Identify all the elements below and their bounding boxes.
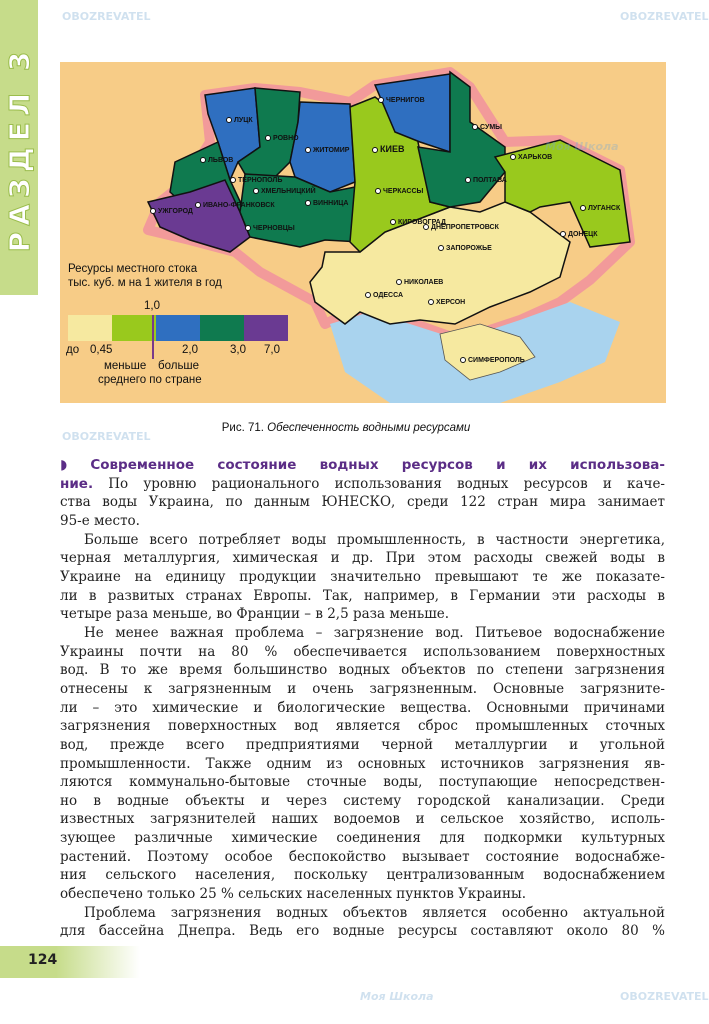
legend-tick: 2,0 [182, 344, 198, 356]
legend-average: среднего по стране [98, 374, 202, 386]
text-line: зующее различные химические соединения для подкормки культурных [60, 830, 665, 847]
text-line: Не менее важная проблема – загрязнение вод. Питьевое водоснабжение [84, 624, 665, 641]
city-label: СИМФЕРОПОЛЬ [460, 357, 525, 364]
caption-title: Обеспеченность водными ресурсами [267, 422, 471, 434]
watermark: OBOZREVATEL [620, 990, 709, 1003]
water-resources-map [60, 62, 666, 403]
text-fragment: По уровню рационального использования водных ресурсов и каче- [93, 475, 665, 492]
city-label: ЛУЦК [226, 117, 253, 124]
text-line: загрязнения поверхностных вод является сброс промышленных сточных [60, 718, 665, 735]
legend-swatch [112, 315, 156, 341]
city-label: ДНЕПРОПЕТРОВСК [423, 224, 499, 231]
legend-swatch [244, 315, 288, 341]
legend-tick: 3,0 [230, 344, 246, 356]
text-line: 95-е место. [60, 512, 140, 529]
text-line: Украине на единицу продукции значительно превышают те же показате- [60, 568, 665, 585]
watermark: OBOZREVATEL [62, 430, 151, 443]
city-label: ЛУГАНСК [580, 205, 620, 212]
text-line: ляются коммунально-бытовые сточные воды, поступающие непосредствен- [60, 774, 665, 791]
city-label: ПОЛТАВА [465, 177, 507, 184]
legend-title-line: Ресурсы местного стока [68, 263, 198, 275]
watermark: Моя Школа [360, 990, 434, 1003]
text-line: для бассейна Днепра. Ведь его водные ресурсы составляют около 80 % [60, 923, 665, 940]
city-label: ЧЕРКАССЫ [375, 188, 423, 195]
city-label: ОДЕССА [365, 292, 403, 299]
legend-less: меньше [104, 360, 147, 372]
city-label: ХЕРСОН [428, 299, 465, 306]
watermark: OBOZREVATEL [620, 10, 709, 23]
caption-number: Рис. 71. [221, 422, 264, 434]
city-label: ЧЕРНОВЦЫ [245, 225, 295, 232]
legend-color-scale [68, 315, 288, 341]
legend-title [68, 262, 222, 290]
legend-title-line: тыс. куб. м на 1 жителя в год [68, 277, 222, 289]
legend-swatch [200, 315, 244, 341]
city-label: ХМЕЛЬНИЦКИЙ [253, 188, 316, 195]
text-line: но в водные объекты и через систему городской канализации. Среди [60, 792, 665, 809]
text-line: четыре раза меньше, во Франции – в 2,5 раза меньше. [60, 606, 450, 623]
city-label: ЛЬВОВ [200, 157, 233, 164]
legend-swatch [68, 315, 112, 341]
page-number: 124 [28, 952, 58, 968]
text-line: вод, прежде всего предприятиями черной металлургии и угольной [60, 736, 665, 753]
city-label: ИВАНО-ФРАНКОВСК [195, 202, 275, 209]
legend-tick: 7,0 [264, 344, 280, 356]
text-line: растений. Поэтому особое беспокойство вызывает состояние водоснабже- [60, 848, 665, 865]
city-label: КИРОВОГРАД [390, 219, 446, 226]
text-line: известных загрязнителей наших водоемов и сельское хозяйство, исполь- [60, 811, 665, 828]
text-line: обеспечено только 25 % сельских населенных пунктов Украины. [60, 886, 527, 903]
city-label: КИЕВ [372, 144, 404, 154]
city-label: РОВНО [265, 135, 299, 142]
legend-swatch [156, 315, 200, 341]
legend-tick: до [66, 344, 80, 356]
legend-more: больше [158, 360, 200, 372]
city-label: ВИННИЦА [305, 200, 348, 207]
heading-text: Современное состояние водных ресурсов и их использова- [90, 457, 665, 473]
text-line: отнесены к загрязненным и очень загрязненным. Основные загрязните- [60, 680, 665, 697]
text-line: Проблема загрязнения водных объектов является особенно актуальной [84, 904, 665, 921]
body-text [60, 456, 665, 941]
watermark: Моя Школа [545, 140, 619, 153]
section-strip [0, 0, 38, 295]
text-line: Больше всего потребляет воды промышленность, в частности энергетика, [84, 531, 665, 548]
city-label: УЖГОРОД [150, 208, 193, 215]
text-line [60, 475, 665, 494]
city-label: НИКОЛАЕВ [396, 279, 443, 286]
heading-text: ние. [60, 475, 94, 492]
footer-bar [0, 946, 140, 978]
watermark: OBOZREVATEL [62, 10, 151, 23]
legend-tick: 0,45 [90, 344, 113, 356]
city-label: ЗАПОРОЖЬЕ [438, 245, 492, 252]
section-heading [60, 456, 665, 475]
text-line: ли – это химические и биологические вещества. Основными причинами [60, 699, 665, 716]
legend-average-marker [152, 315, 154, 359]
city-label: ЧЕРНИГОВ [378, 97, 425, 104]
legend-tick: 1,0 [144, 300, 160, 312]
city-label: ТЕРНОПОЛЬ [230, 177, 282, 184]
text-line: Украины почти на 80 % обеспечивается использованием поверхностных [60, 643, 665, 660]
city-label: ЖИТОМИР [305, 147, 349, 154]
text-line: вод. В то же время большинство водных объектов по степени загрязнения [60, 662, 665, 679]
text-line: промышленности. Также одним из основных источников загрязнения яв- [60, 755, 665, 772]
city-label: ХАРЬКОВ [510, 154, 552, 161]
text-line: ли в развитых странах Европы. Так, например, в Германии эти расходы в [60, 587, 665, 604]
city-label: ДОНЕЦК [560, 231, 598, 238]
section-label: РАЗДЕЛ 3 [3, 45, 36, 253]
text-line: черная металлургия, химическая и др. При этом расходы свежей воды в [60, 550, 665, 567]
city-label: СУМЫ [472, 124, 502, 131]
text-line: ния сельского населения, поскольку централизованным водоснабжением [60, 867, 665, 884]
bullet-icon: ◗ [60, 457, 91, 473]
figure-caption [0, 422, 692, 434]
text-line: ства воды Украина, по данным ЮНЕСКО, среди 122 стран мира занимает [60, 494, 665, 511]
